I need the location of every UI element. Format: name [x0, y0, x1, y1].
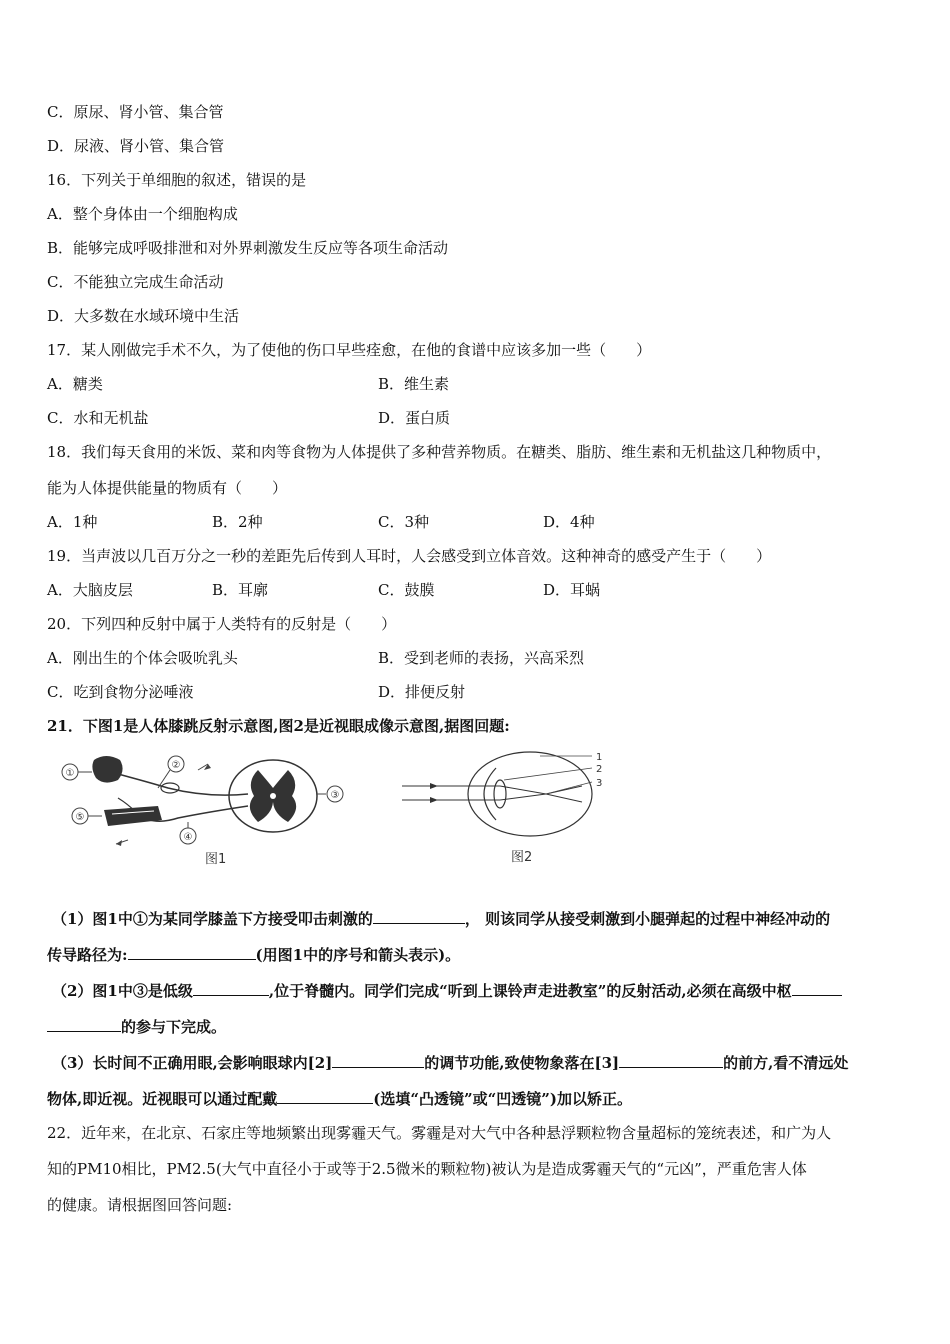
fig1-marker-3: ③	[330, 790, 340, 801]
q17-option-c: C．水和无机盐	[47, 409, 149, 427]
q15-option-c: C．原尿、肾小管、集合管	[47, 103, 224, 121]
q17-options-row1	[47, 373, 907, 395]
fig1-marker-5: ⑤	[75, 812, 85, 823]
q21-part3-blank-2[interactable]	[619, 1051, 723, 1068]
q18-stem-line2: 能为人体提供能量的物质有（ ）	[47, 479, 288, 497]
q19-option-c: C．鼓膜	[378, 581, 435, 599]
q22-stem-line3: 的健康。请根据图回答问题:	[47, 1196, 233, 1214]
q21-part2-line2: 的参与下完成。	[47, 1015, 226, 1038]
figure-2-caption: 图2	[511, 850, 533, 865]
q20-option-c: C．吃到食物分泌唾液	[47, 683, 194, 701]
q21-part2-line1: （2）图1中③是低级 ,位于脊髓内。同学们完成“听到上课铃声走进教室”的反射活动,必须在高级中枢	[52, 979, 842, 1002]
fig2-marker-3: 3	[596, 778, 603, 789]
q21-part1-blank-1[interactable]	[373, 907, 465, 924]
q19-option-a: A．大脑皮层	[47, 581, 133, 599]
q18-option-b: B．2种	[212, 513, 263, 531]
q19-option-d: D．耳蜗	[543, 581, 601, 599]
q20-option-b: B．受到老师的表扬，兴高采烈	[378, 649, 585, 667]
q17-option-a: A．糖类	[47, 375, 103, 393]
q16-option-d: D．大多数在水域环境中生活	[47, 307, 240, 325]
fig2-marker-1: 1	[596, 752, 603, 763]
q18-options	[47, 511, 907, 533]
q20-options-row2	[47, 681, 907, 703]
q20-options-row1	[47, 647, 907, 669]
q20-option-a: A．刚出生的个体会吸吮乳头	[47, 649, 238, 667]
q16-option-c: C．不能独立完成生命活动	[47, 273, 224, 291]
q19-stem: 19．当声波以几百万分之一秒的差距先后传到人耳时，人会感受到立体音效。这种神奇的感受产生于（ ）	[47, 547, 772, 565]
q20-stem: 20．下列四种反射中属于人类特有的反射是（ ）	[47, 615, 397, 633]
q16-option-a: A．整个身体由一个细胞构成	[47, 205, 238, 223]
q21-part3-line2: 物体,即近视。近视眼可以通过配戴 (选填“凸透镜”或“凹透镜”)加以矫正。	[47, 1087, 632, 1110]
q16-stem: 16．下列关于单细胞的叙述，错误的是	[47, 171, 307, 189]
q21-part2-blank-2b[interactable]	[47, 1015, 121, 1032]
q21-stem: 21．下图1是人体膝跳反射示意图,图2是近视眼成像示意图,据图回题:	[47, 717, 510, 735]
q21-part1-line1: （1）图1中①为某同学膝盖下方接受叩击刺激的 ， 则该同学从接受刺激到小腿弹起的过程中神经冲动的	[52, 907, 830, 930]
fig2-marker-2: 2	[596, 764, 603, 775]
q17-option-b: B．维生素	[378, 375, 450, 393]
fig1-marker-2: ②	[171, 760, 181, 771]
q19-options	[47, 579, 907, 601]
q19-option-b: B．耳廓	[212, 581, 269, 599]
q18-option-a: A．1种	[47, 513, 98, 531]
q18-option-d: D．4种	[543, 513, 595, 531]
q15-option-d: D．尿液、肾小管、集合管	[47, 137, 225, 155]
q18-stem-line1: 18．我们每天食用的米饭、菜和肉等食物为人体提供了多种营养物质。在糖类、脂肪、维生素和无机盐这几种物质中，	[47, 443, 832, 461]
q22-stem-line2: 知的PM10相比，PM2.5(大气中直径小于或等于2.5微米的颗粒物)被认为是造成雾霾天气的“元凶”，严重危害人体	[47, 1160, 807, 1178]
q17-options-row2	[47, 407, 907, 429]
q18-option-c: C．3种	[378, 513, 430, 531]
q22-stem-line1: 22．近年来，在北京、石家庄等地频繁出现雾霾天气。雾霾是对大气中各种悬浮颗粒物含量超标的笼统表述，和广为人	[47, 1124, 832, 1142]
q21-part1-line2: 传导路径为: (用图1中的序号和箭头表示)。	[47, 943, 460, 966]
q21-part2-blank-2a[interactable]	[792, 979, 842, 996]
q20-option-d: D．排便反射	[378, 683, 466, 701]
q21-part3-blank-1[interactable]	[332, 1051, 424, 1068]
fig1-marker-4: ④	[183, 832, 193, 843]
q16-option-b: B．能够完成呼吸排泄和对外界刺激发生反应等各项生命活动	[47, 239, 449, 257]
q17-stem: 17．某人刚做完手术不久，为了使他的伤口早些痊愈，在他的食谱中应该多加一些（ ）	[47, 341, 652, 359]
figure-2-myopia-diagram	[400, 748, 610, 848]
figure-1-caption: 图1	[205, 852, 227, 867]
fig1-marker-1: ①	[65, 768, 75, 779]
q21-part3-line1: （3）长时间不正确用眼,会影响眼球内[2] 的调节功能,致使物象落在[3] 的前方,看不清远处	[52, 1051, 848, 1074]
q21-part1-blank-2[interactable]	[128, 943, 256, 960]
q17-option-d: D．蛋白质	[378, 409, 451, 427]
q21-part3-blank-3[interactable]	[277, 1087, 373, 1104]
q21-part2-blank-1[interactable]	[193, 979, 269, 996]
